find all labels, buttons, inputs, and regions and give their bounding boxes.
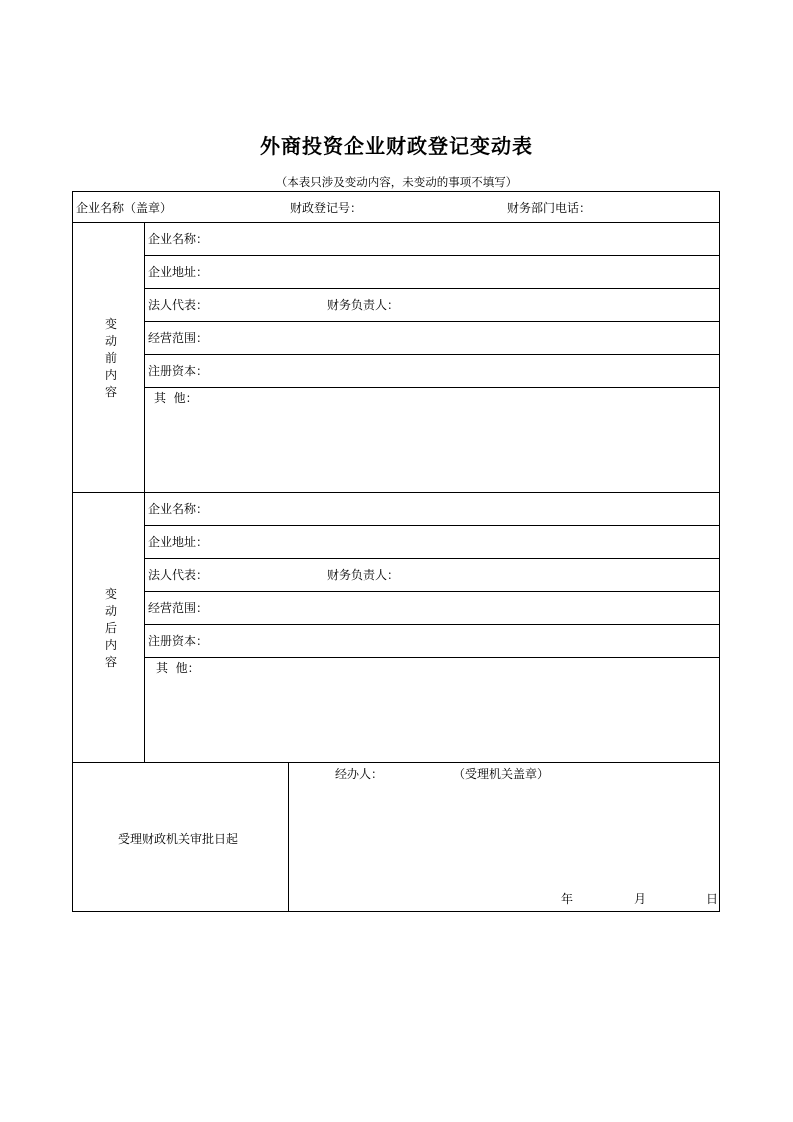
before-business-scope-label: 经营范围：: [148, 331, 209, 345]
company-name-seal-label: 企业名称（盖章）: [76, 201, 173, 215]
row-divider: [144, 354, 719, 355]
finance-dept-phone-label: 财务部门电话：: [507, 201, 592, 215]
date-month-label: 月: [634, 892, 647, 906]
seal-label: （受理机关盖章）: [453, 767, 550, 781]
handler-label: 经办人：: [335, 767, 384, 781]
before-section-label: 变动前内容: [104, 317, 117, 399]
after-legal-rep-label: 法人代表：: [148, 568, 209, 582]
row-divider: [144, 657, 719, 658]
after-section-label: 变动后内容: [104, 587, 117, 669]
row-divider: [144, 525, 719, 526]
row-divider: [144, 558, 719, 559]
fiscal-reg-no-label: 财政登记号：: [290, 201, 363, 215]
after-registered-capital-label: 注册资本：: [148, 634, 209, 648]
after-finance-head-label: 财务负责人：: [327, 568, 400, 582]
row-divider: [144, 255, 719, 256]
row-divider: [144, 387, 719, 388]
after-company-name-label: 企业名称：: [148, 502, 209, 516]
row-divider: [73, 222, 719, 223]
row-divider: [144, 321, 719, 322]
after-other-label: 其 他：: [156, 661, 200, 675]
form-note: （本表只涉及变动内容，未变动的事项不填写）: [275, 175, 518, 189]
before-company-name-label: 企业名称：: [148, 232, 209, 246]
section-divider: [73, 492, 719, 493]
before-legal-rep-label: 法人代表：: [148, 298, 209, 312]
date-day-label: 日: [706, 892, 719, 906]
row-divider: [144, 624, 719, 625]
section-divider: [73, 762, 719, 763]
page-title: 外商投资企业财政登记变动表: [260, 134, 533, 158]
before-company-address-label: 企业地址：: [148, 265, 209, 279]
before-other-label: 其 他：: [154, 391, 198, 405]
after-company-address-label: 企业地址：: [148, 535, 209, 549]
registration-change-form: [72, 191, 720, 912]
after-business-scope-label: 经营范围：: [148, 601, 209, 615]
column-divider: [144, 222, 145, 762]
date-year-label: 年: [561, 892, 574, 906]
before-registered-capital-label: 注册资本：: [148, 364, 209, 378]
row-divider: [144, 288, 719, 289]
row-divider: [144, 591, 719, 592]
approval-label: 受理财政机关审批日起: [118, 832, 239, 846]
before-finance-head-label: 财务负责人：: [327, 298, 400, 312]
column-divider: [288, 762, 289, 911]
